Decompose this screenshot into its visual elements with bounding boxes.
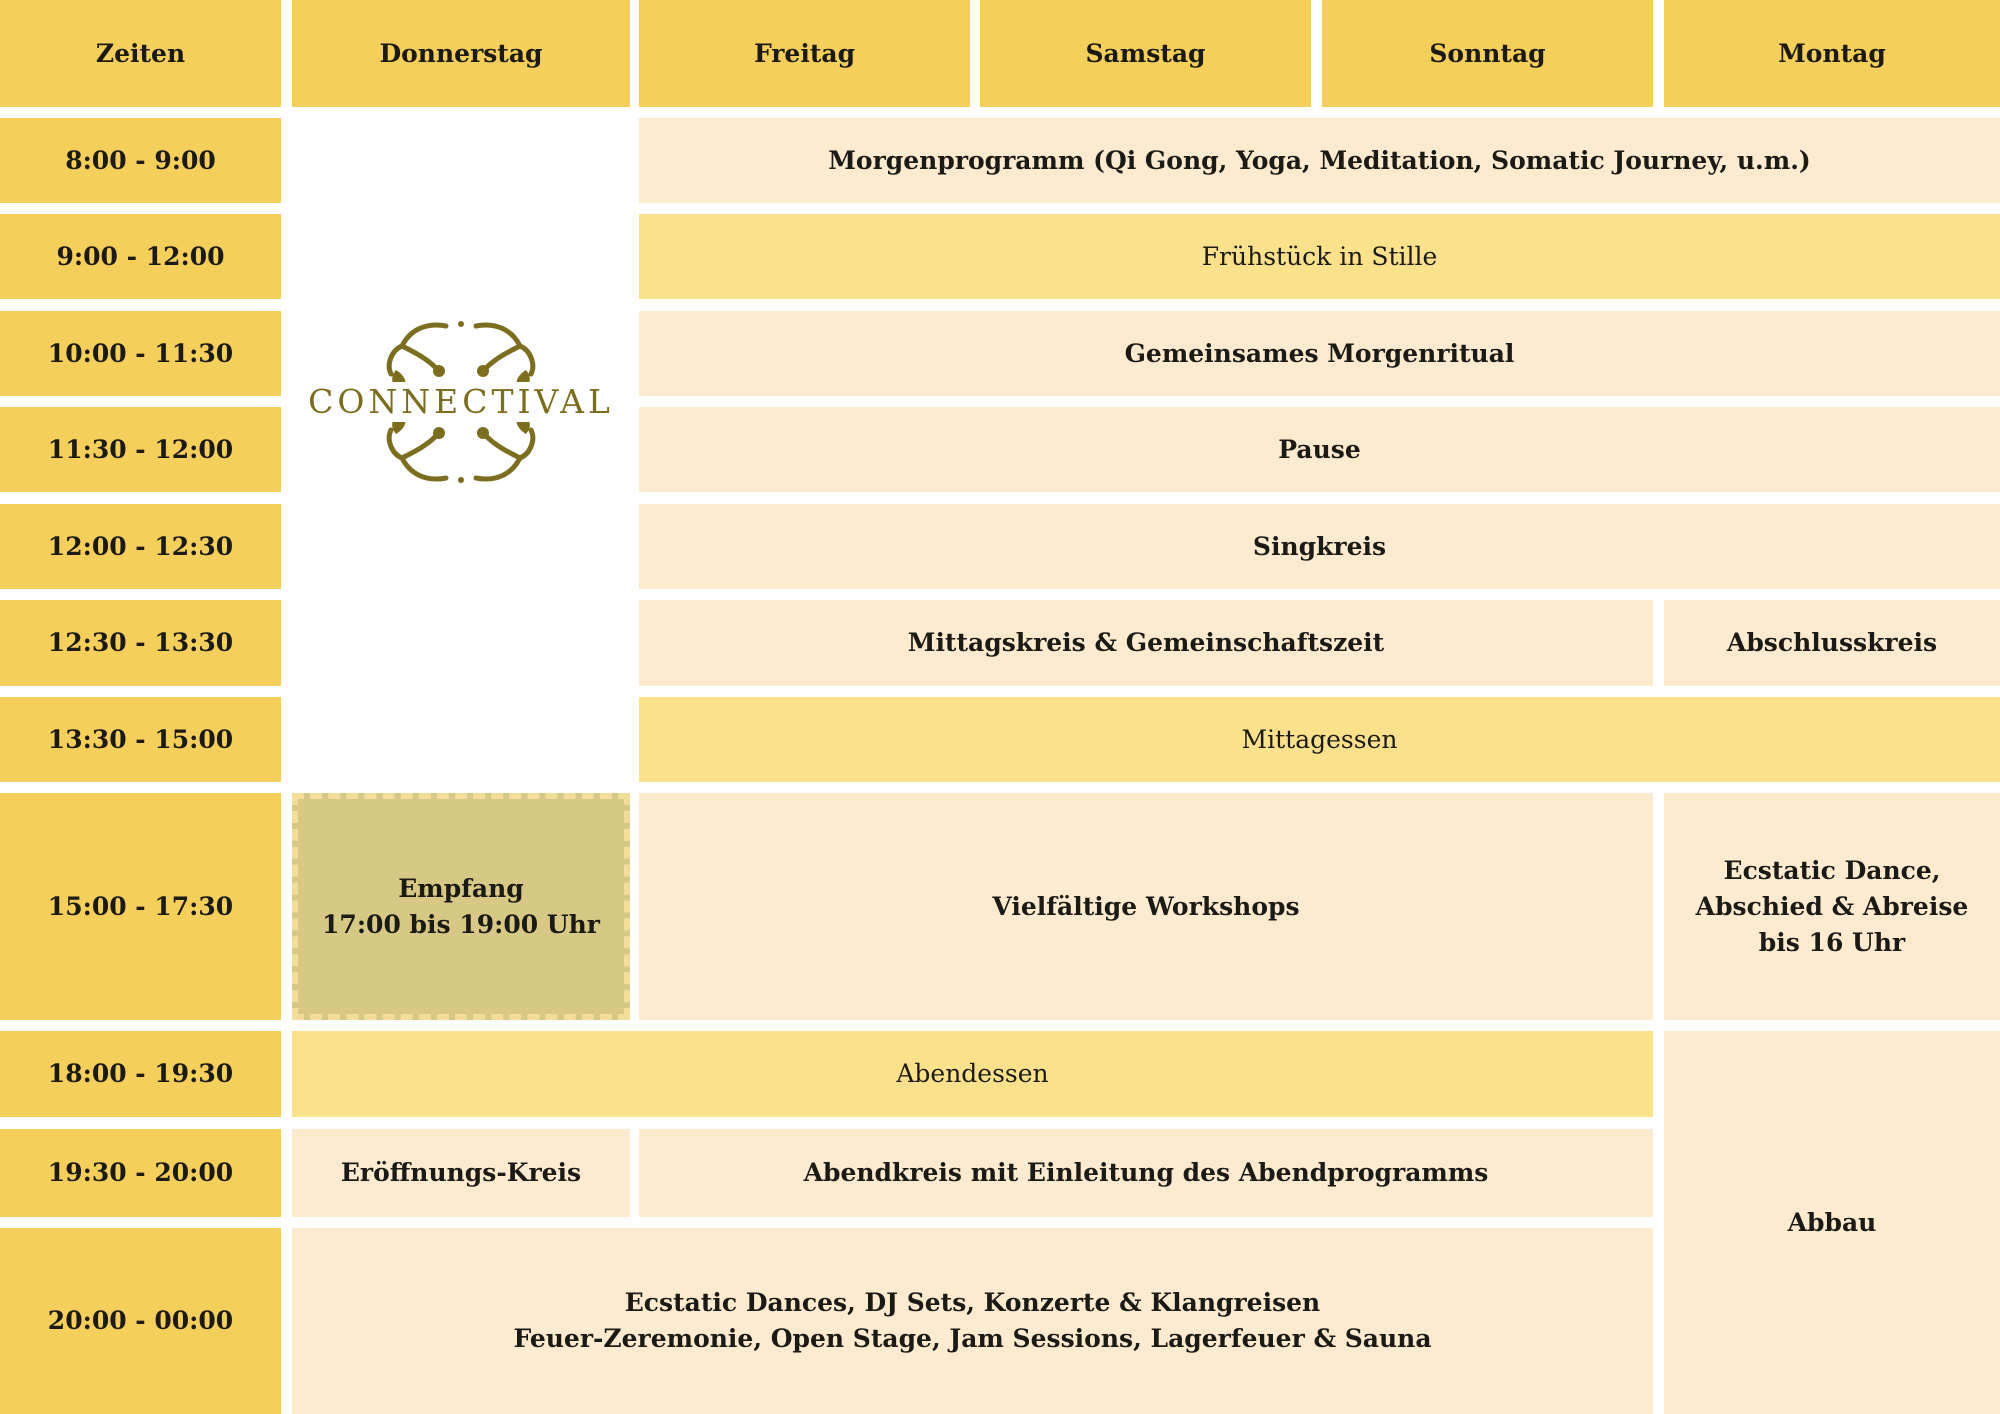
event-abbau: Abbau bbox=[1664, 1031, 2000, 1414]
connectival-logo bbox=[292, 312, 630, 492]
time-slot-1500: 15:00 - 17:30 bbox=[0, 793, 281, 1020]
event-abendkreis: Abendkreis mit Einleitung des Abendprogramms bbox=[639, 1129, 1653, 1217]
event-morgenprogramm: Morgenprogramm (Qi Gong, Yoga, Meditation, Somatic Journey, u.m.) bbox=[639, 118, 2000, 203]
event-abschlusskreis: Abschlusskreis bbox=[1664, 600, 2000, 686]
header-day-sonntag: Sonntag bbox=[1322, 0, 1653, 107]
event-singkreis: Singkreis bbox=[639, 504, 2000, 589]
time-slot-0900: 9:00 - 12:00 bbox=[0, 214, 281, 299]
time-slot-1130: 11:30 - 12:00 bbox=[0, 407, 281, 492]
header-day-montag: Montag bbox=[1664, 0, 2000, 107]
event-empfang: Empfang 17:00 bis 19:00 Uhr bbox=[292, 793, 630, 1020]
time-slot-1200: 12:00 - 12:30 bbox=[0, 504, 281, 589]
event-abreise: Ecstatic Dance, Abschied & Abreise bis 16 Uhr bbox=[1664, 793, 2000, 1020]
time-slot-0800: 8:00 - 9:00 bbox=[0, 118, 281, 203]
event-fruehstueck: Frühstück in Stille bbox=[639, 214, 2000, 299]
event-mittagessen: Mittagessen bbox=[639, 697, 2000, 782]
time-slot-1800: 18:00 - 19:30 bbox=[0, 1031, 281, 1117]
logo-wordmark: CONNECTIVAL bbox=[304, 382, 618, 422]
header-day-donnerstag: Donnerstag bbox=[292, 0, 630, 107]
time-slot-1000: 10:00 - 11:30 bbox=[0, 311, 281, 396]
time-slot-1230: 12:30 - 13:30 bbox=[0, 600, 281, 686]
event-workshops: Vielfältige Workshops bbox=[639, 793, 1653, 1020]
header-day-freitag: Freitag bbox=[639, 0, 970, 107]
time-slot-1330: 13:30 - 15:00 bbox=[0, 697, 281, 782]
header-times: Zeiten bbox=[0, 0, 281, 107]
event-pause: Pause bbox=[639, 407, 2000, 492]
event-morgenritual: Gemeinsames Morgenritual bbox=[639, 311, 2000, 396]
time-slot-1930: 19:30 - 20:00 bbox=[0, 1129, 281, 1217]
event-abendessen: Abendessen bbox=[292, 1031, 1653, 1117]
event-eroeffnungskreis: Eröffnungs-Kreis bbox=[292, 1129, 630, 1217]
event-mittagskreis: Mittagskreis & Gemeinschaftszeit bbox=[639, 600, 1653, 686]
header-day-samstag: Samstag bbox=[980, 0, 1311, 107]
event-abendprogramm: Ecstatic Dances, DJ Sets, Konzerte & Klangreisen Feuer-Zeremonie, Open Stage, Jam Sessions, Lagerfeuer & Sauna bbox=[292, 1228, 1653, 1414]
time-slot-2000: 20:00 - 00:00 bbox=[0, 1228, 281, 1414]
